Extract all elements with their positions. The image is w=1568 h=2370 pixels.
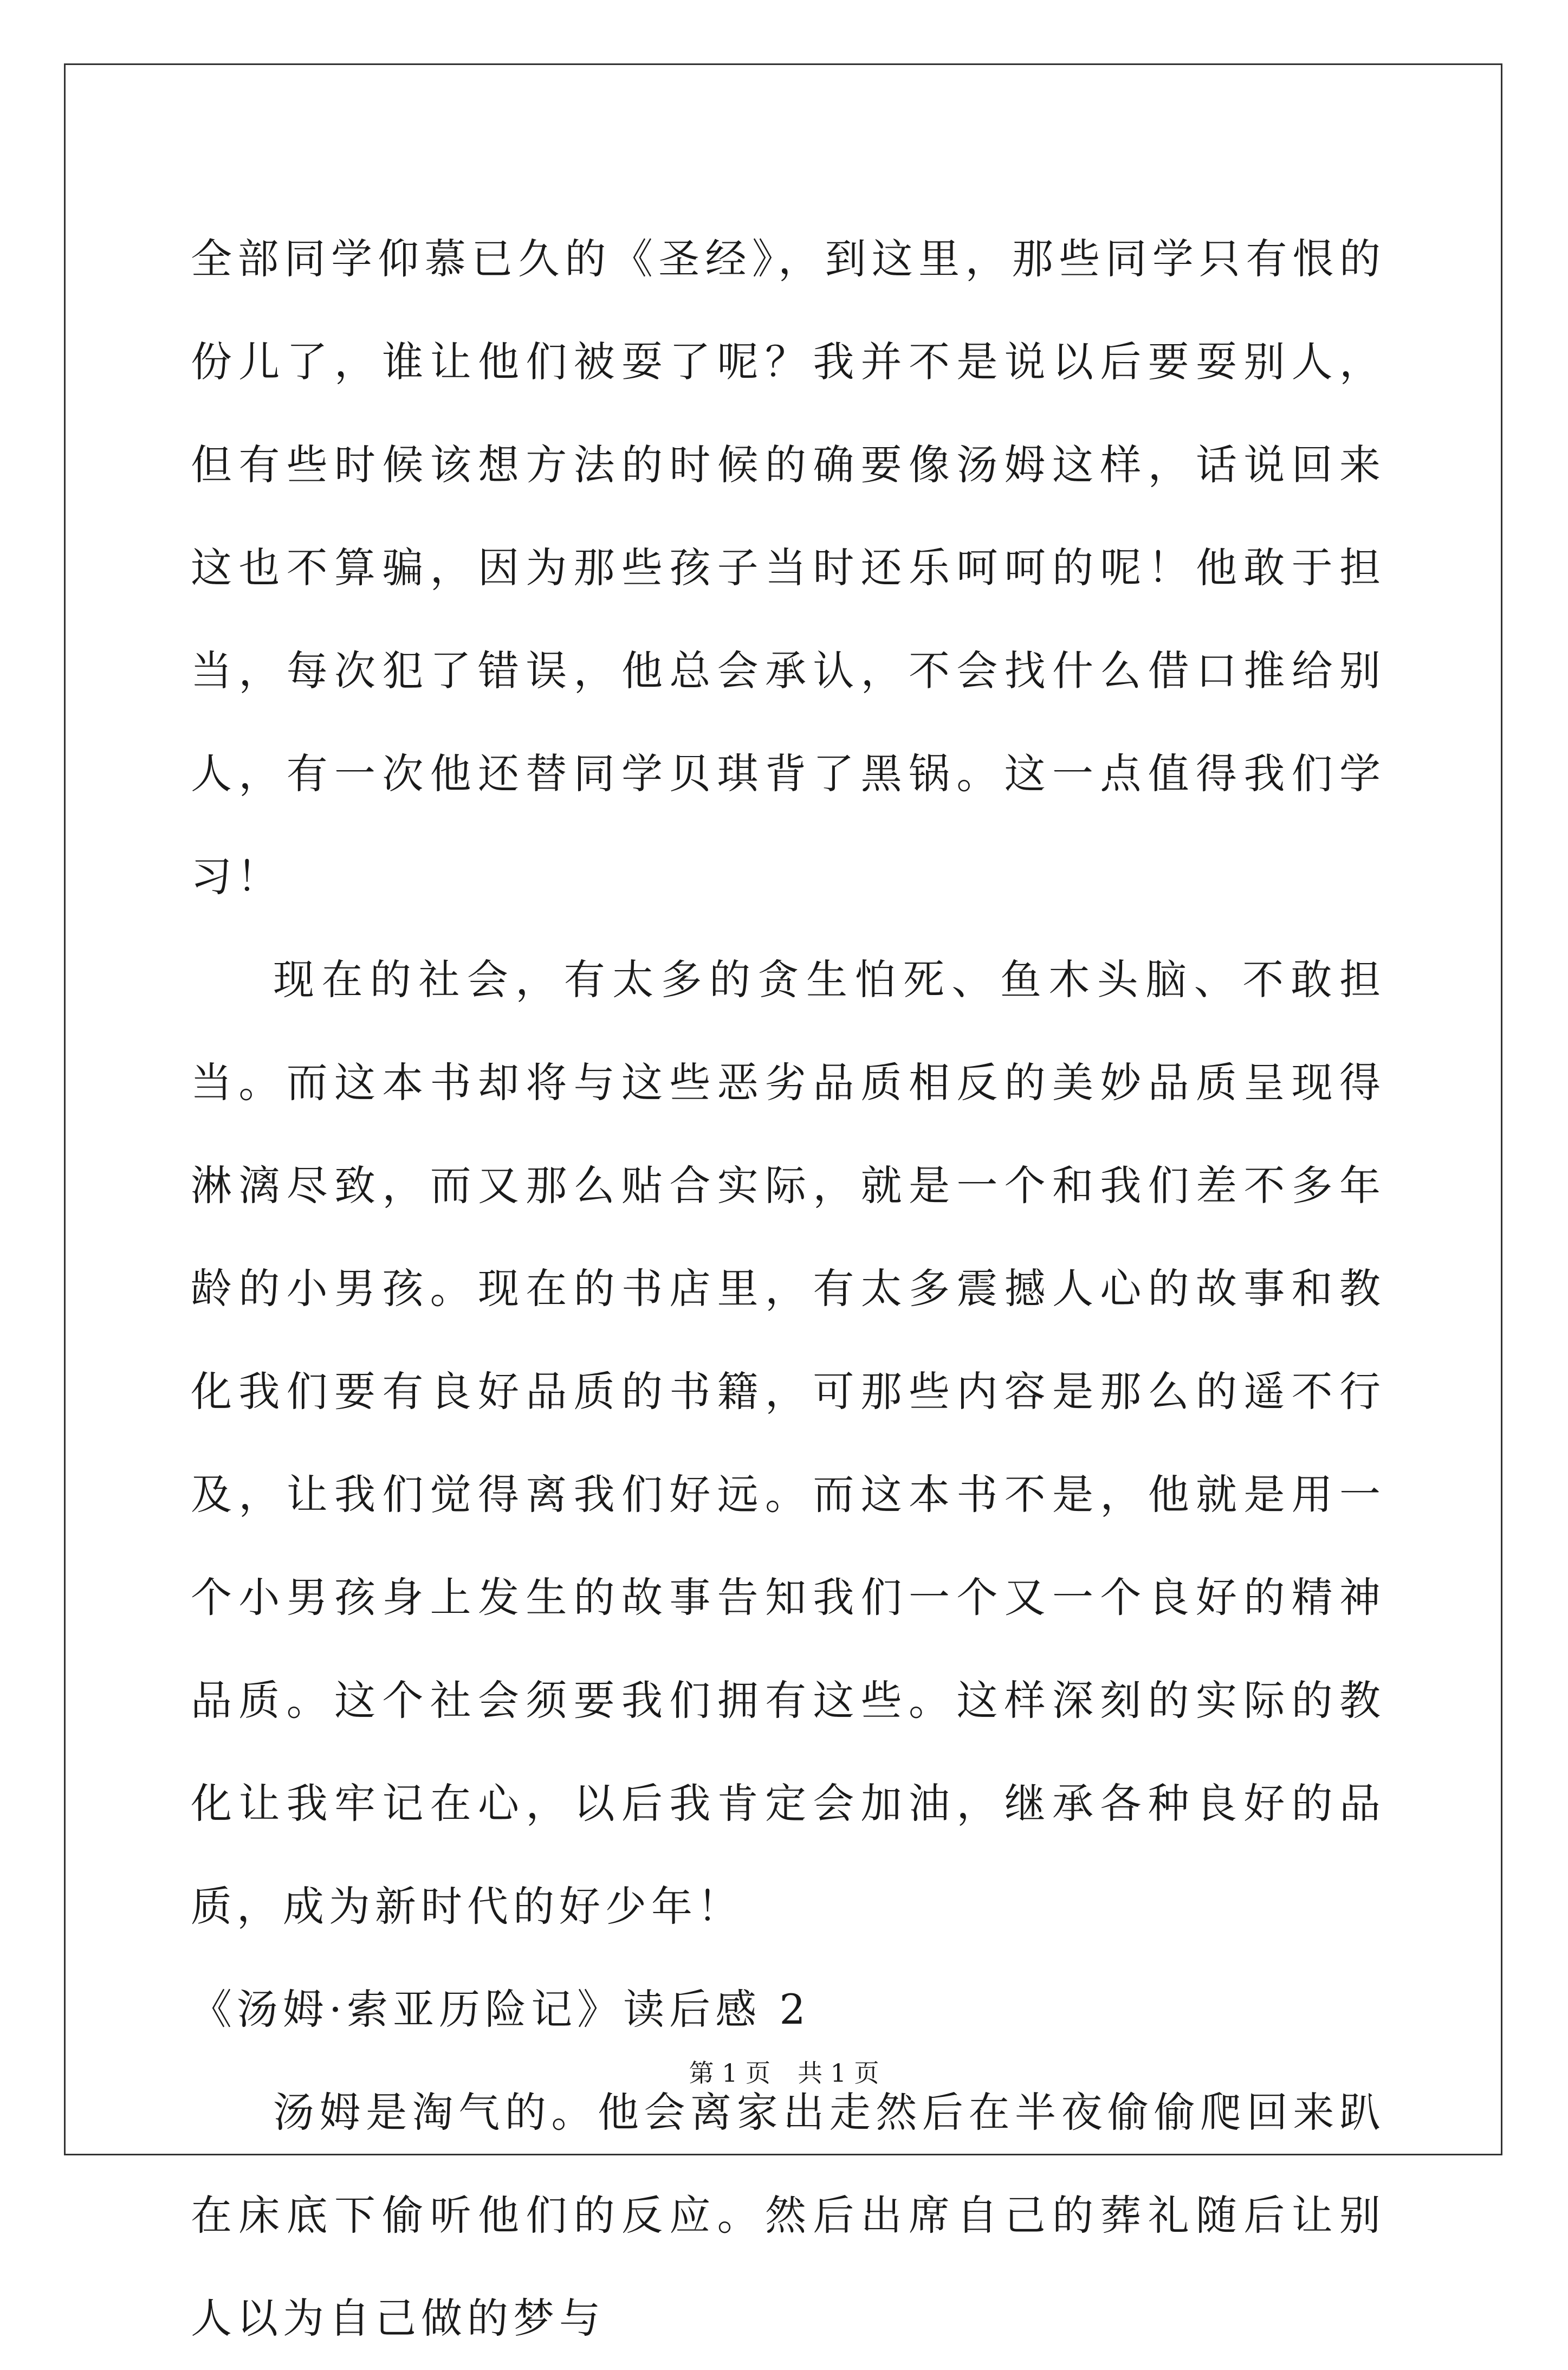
page-footer bbox=[0, 2057, 1568, 2089]
section-heading: 《汤姆·索亚历险记》读后感 2 bbox=[191, 1985, 811, 2033]
paragraph-continuation: 全部同学仰慕已久的《圣经》，到这里，那些同学只有恨的份儿了，谁让他们被耍了呢？我并不是说以后要耍别人，但有些时候该想方法的时候的确要像汤姆这样，话说回来这也不算骗，因为那些孩子当时还乐呵呵的呢！他敢于担当，每次犯了错误，他总会承认，不会找什么借口推给别人，有一次他还替同学贝琪背了黑锅。这一点值得我们学习！ bbox=[191, 235, 1385, 901]
page-total: 共 1 页 bbox=[798, 2058, 879, 2088]
document-body bbox=[191, 208, 1385, 2370]
paragraph-tom-naughty: 汤姆是淘气的。他会离家出走然后在半夜偷偷爬回来趴在床底下偷听他们的反应。然后出席自己的葬礼随后让别人以为自己做的梦与 bbox=[191, 2088, 1385, 2342]
paragraph-society: 现在的社会，有太多的贪生怕死、鱼木头脑、不敢担当。而这本书却将与这些恶劣品质相反的美妙品质呈现得淋漓尽致，而又那么贴合实际，就是一个和我们差不多年龄的小男孩。现在的书店里，有太多震撼人心的故事和教化我们要有良好品质的书籍，可那些内容是那么的遥不行及，让我们觉得离我们好远。而这本书不是，他就是用一个小男孩身上发生的故事告知我们一个又一个良好的精神品质。这个社会须要我们拥有这些。这样深刻的实际的教化让我牢记在心，以后我肯定会加油，继承各种良好的品质，成为新时代的好少年！ bbox=[191, 955, 1385, 1930]
page-number: 第 1 页 bbox=[689, 2058, 770, 2088]
